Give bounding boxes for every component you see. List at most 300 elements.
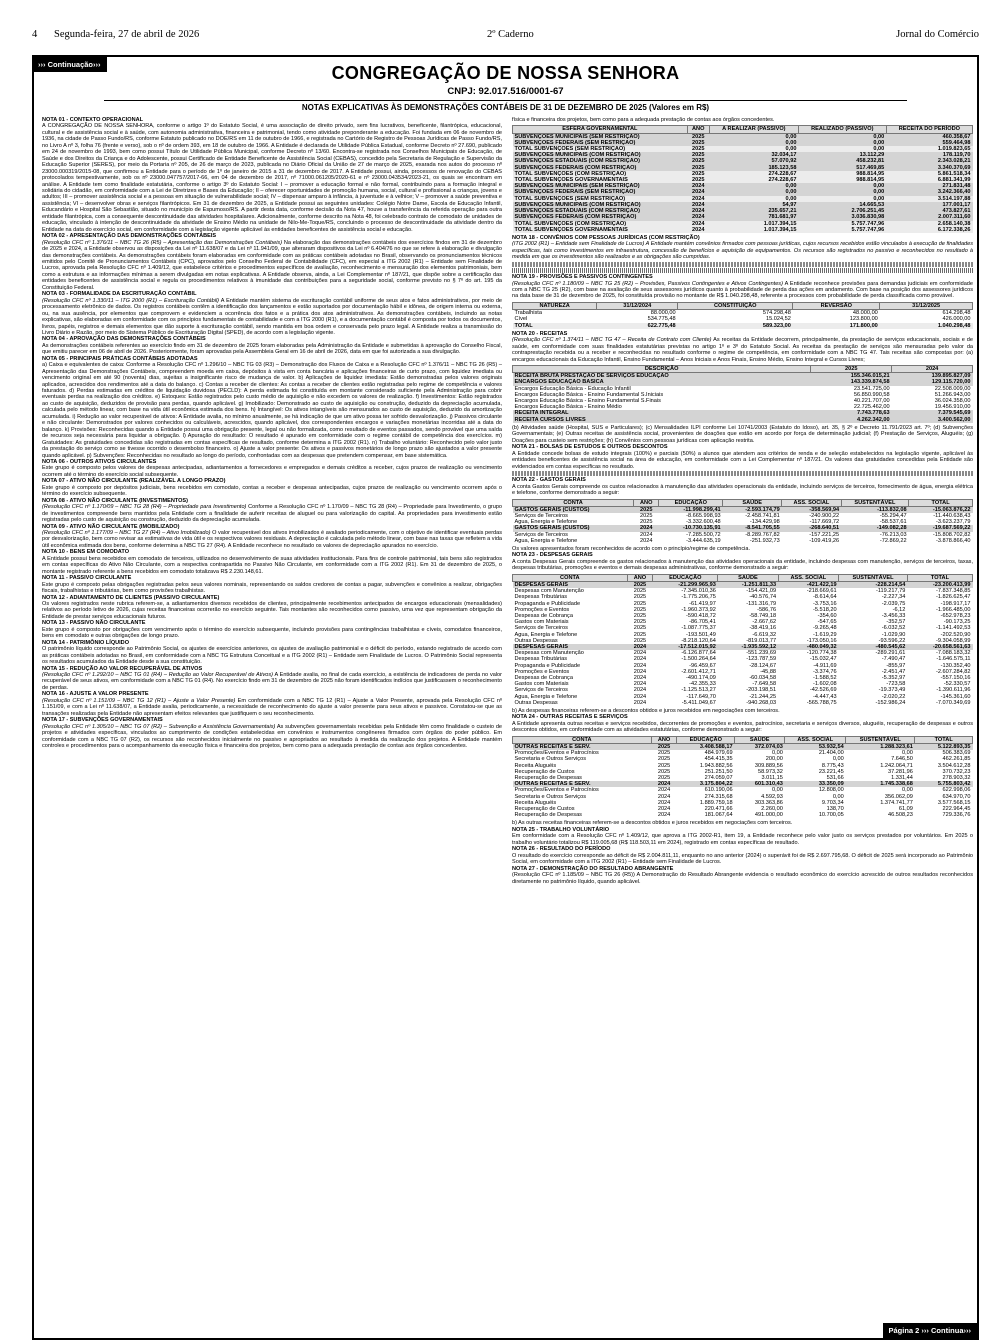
table-cell: SUBVENÇÕES ESTADUAIS (COM RESTRIÇÃO) xyxy=(513,158,688,164)
table-cell: -42.355,33 xyxy=(689,681,716,688)
table-cell: 2025 xyxy=(687,177,709,183)
table-cell: 56.850.990,58 xyxy=(853,391,890,398)
table-cell: 2024 xyxy=(633,656,647,663)
table-cell: OUTRAS RECEITAS E SERV. xyxy=(513,781,652,787)
newspaper-name: Jornal do Comércio xyxy=(896,29,979,40)
table-cell: 2025 xyxy=(633,631,647,638)
table-cell: GASTOS GERAIS (CUSTOS) xyxy=(513,525,634,531)
table-cell: 32.034,17 xyxy=(709,152,798,158)
table-cell: 5.122.893,35 xyxy=(915,744,973,751)
table-cell: 2024 xyxy=(687,227,709,233)
table-cell: 54,97 xyxy=(709,202,798,208)
table-cell: 2025 xyxy=(633,612,647,619)
table-cell: -1.125.513,27 xyxy=(681,687,716,694)
table-cell: -2.039,75 xyxy=(881,600,906,607)
table-cell: Recuperação de Despesas xyxy=(514,812,582,819)
table-cell: Outras Despesas xyxy=(514,699,558,706)
table-cell: 729.336,76 xyxy=(942,812,971,819)
table-cell: 2025 xyxy=(633,594,647,601)
table-cell: -289.291,61 xyxy=(875,650,906,657)
table-cell: 274.228,67 xyxy=(709,171,798,177)
column-header: TOTAL xyxy=(909,499,973,506)
table-cell: TOTAL SUBVENÇÕES (SEM RESTRIÇÃO) xyxy=(513,146,688,152)
table-row xyxy=(513,227,973,233)
table-cell: 2.007.311,60 xyxy=(886,214,972,220)
note-23-footnote: b) As despesas financeiras referem-se a descontos obtidos e juros recebidos em negociações com terceiros. xyxy=(512,708,780,715)
table-cell: RECEITA CURSOS LIVRES xyxy=(513,417,811,423)
note-20-list: (b) Atividades saúde (Hospital, SUS e Particulares); (c) Mensalidades ILPI conforme Lei 10741/2003 (Estatuto do Idoso), art. 35, § 2º e Decreto 11.791/2023 art. 7º; (d) Subvenções Governamentais; (e) Outras receitas de assistência social, provenientes de doações que estão em acordo por força de determinação judicial; (f) Prestação de Serviços, Aluguéis; (g) Doações para custeio sem restrições; (h) Convênios com pessoas jurídicas com aplicação restrita. xyxy=(512,424,973,444)
table-cell: TOTAL xyxy=(513,323,597,329)
table-cell: Despesas com Manutenção xyxy=(514,588,584,595)
table-cell: 274.315,68 xyxy=(704,793,733,800)
table-cell: 372.074,03 xyxy=(735,744,785,751)
table-cell: 1.040.298,48 xyxy=(880,323,973,329)
table-cell: Encargos Educação Básica - Ensino Médio xyxy=(514,404,622,411)
table-cell: -1.619,29 xyxy=(812,631,837,638)
table-cell: 251.251,50 xyxy=(704,768,733,775)
table-cell: -354,60 xyxy=(817,612,837,619)
table-cell: 33.350,09 xyxy=(785,781,846,787)
table-cell: -15.032,47 xyxy=(809,656,837,663)
table-cell: -1.775.206,75 xyxy=(681,594,716,601)
table-cell: Serviços de Terceiros xyxy=(514,512,568,519)
column-header: SUSTENTÁVEL xyxy=(846,736,915,743)
table-cell: -8.289.767,82 xyxy=(745,531,780,538)
table-cell: 473.827,61 xyxy=(886,208,972,214)
note-20: NOTA 20 - RECEITAS (Resolução CFC nº 1.374/11 – NBC TG 47 – Receita de Contrato com Cliente) As receitas da Entidade decorrem, principalmente, da prestação de serviços educacionais, sociais e de saúde, em conformidade com suas finalidades estatutárias previstas no artigo 1º e 3º do Estatuto Social. As receitas da prestação de serviços são mensuradas pelo valor da contraprestação recebida ou a receber e reconhecidas no resultado conforme o regime de competência, em conformidade com a NBC TG 47. Tais receitas são compostas por: (a) encargos educacionais da Educação Infantil, Ensino Fundamental – Anos Iniciais e Anos Finais, Ensino Médio, Ensino Integral e Cursos Livres; xyxy=(512,330,973,363)
table-cell: -1.500.264,64 xyxy=(681,656,716,663)
table-cell: -240.900,22 xyxy=(809,512,840,519)
table-cell: -93.596,22 xyxy=(878,637,906,644)
table-cell: -90.173,25 xyxy=(943,619,971,626)
table-cell: 51.266.943,00 xyxy=(934,391,971,398)
table-cell: Serviços de Terceiros xyxy=(514,625,568,632)
table-cell: Trabalhista xyxy=(514,310,542,317)
table-header-row xyxy=(513,365,973,372)
table-cell: 139.895.827,09 xyxy=(892,373,973,380)
column-header: SAÚDE xyxy=(718,574,778,581)
table-cell: 2025 xyxy=(687,152,709,158)
table-cell: Recuperação de Despesas xyxy=(514,775,582,782)
table-cell: -9.265,48 xyxy=(812,625,837,632)
table-cell: 1.017.394,15 xyxy=(709,221,798,227)
table-cell: Propaganda e Publicidade xyxy=(514,662,581,669)
table-cell: -7.837.348,85 xyxy=(935,588,971,595)
table-cell: Encargos Educação Básica - Ensino Fundamental S.Finais xyxy=(514,398,661,404)
column-header: EDUCAÇÃO xyxy=(659,499,723,506)
table-cell: 40.221.707,00 xyxy=(853,398,890,404)
table-cell: -5.411.049,67 xyxy=(681,699,716,706)
table-cell: 178.119,70 xyxy=(886,152,972,158)
table-cell: 484.979,69 xyxy=(704,750,733,757)
table-cell: -40.576,74 xyxy=(749,594,777,601)
table-cell: 15.024,52 xyxy=(765,316,791,323)
table-cell: 3.400.562,00 xyxy=(892,417,973,423)
table-cell: -652.978,23 xyxy=(940,612,971,619)
table-row xyxy=(513,812,973,818)
table-cell: 2025 xyxy=(687,165,709,171)
table-cell: -20.658.561,63 xyxy=(907,644,972,650)
column-header: ASS. SOCIAL xyxy=(785,736,846,743)
table-cell: -352,57 xyxy=(886,619,906,626)
table-cell: -8.665.998,93 xyxy=(686,512,721,519)
table-cell: -7.070.349,69 xyxy=(935,699,971,706)
table-cell: -2.227,34 xyxy=(881,594,906,601)
left-column xyxy=(42,117,502,1324)
note-10: NOTA 10 - BENS EM COMODATO A Entidade possui bens recebidos em comodato de terceiros, utilizados no desenvolvimento de suas atividades institucionais. Para fins de controle patrimonial, tais bens são registrados em contas específicas do Ativo Não Circulante, com a respectiva contrapartida no Passivo Não Circulante, em conformidade com a ITG 2002 (R1). Em 31 de dezembro de 2025, o montante registrado referente a bens recebidos em comodato totalizava R$ 2.230.148,61. xyxy=(42,549,502,575)
table-cell: 9.703,34 xyxy=(821,799,844,806)
table-cell: 1.943.882,56 xyxy=(699,762,733,769)
table-cell: -15.063.876,22 xyxy=(909,506,973,513)
table-cell: 2025 xyxy=(657,762,671,769)
table-cell: 7.646,50 xyxy=(891,756,913,763)
table-cell: Recuperação de Custos xyxy=(514,806,575,813)
table-cell: 2024 xyxy=(633,699,647,706)
table-cell: 0,00 xyxy=(771,750,783,757)
table-cell: -120.774,38 xyxy=(806,650,837,657)
table-row xyxy=(513,417,973,423)
table-cell: 0,00 xyxy=(709,146,798,152)
table-header-row xyxy=(513,302,973,309)
table-cell: 309.889,56 xyxy=(754,762,783,769)
table-cell: 222.964,45 xyxy=(942,806,971,813)
table-cell: 2025 xyxy=(687,140,709,146)
title-rule xyxy=(104,100,907,101)
table-cell: 2.658.140,38 xyxy=(886,221,972,227)
table-cell: SUBVENÇÕES MUNICIPAIS (COM RESTRIÇÃO) xyxy=(513,152,688,158)
table-cell: 2024 xyxy=(633,675,647,682)
column-header: CONTA xyxy=(513,574,628,581)
table-cell: 181.067,64 xyxy=(704,812,733,819)
table-cell: -1.935.592,12 xyxy=(718,644,778,650)
table-cell: 0,00 xyxy=(709,133,798,140)
subvencoes-table xyxy=(512,125,973,232)
notes-title: NOTAS EXPLICATIVAS ÀS DEMONSTRAÇÕES CONTÁBEIS DE 31 DE DEZEMBRO DE 2025 (Valores em R$) xyxy=(301,103,710,112)
column-header: ANO xyxy=(634,499,659,506)
table-cell: -565.788,75 xyxy=(806,699,837,706)
table-cell: 5.757.747,96 xyxy=(798,221,886,227)
table-cell: -202.520,90 xyxy=(940,631,971,638)
table-cell: -8.541.705,55 xyxy=(723,525,782,531)
table-cell: Gastos com Materiais xyxy=(514,681,569,688)
table-cell: 3.011,15 xyxy=(761,775,783,782)
table-cell: Outras Despesas xyxy=(514,637,558,644)
table-cell: 2024 xyxy=(633,693,647,700)
table-cell: -17.512.015,92 xyxy=(653,644,718,650)
table-cell: 601.310,43 xyxy=(735,781,785,787)
table-cell: Água, Energia e Telefone xyxy=(514,631,578,638)
gastos-gerais-table xyxy=(512,499,973,544)
table-cell: 22.725.462,00 xyxy=(853,404,890,411)
table-cell: Gastos com Materiais xyxy=(514,619,569,626)
table-cell: 1.288.323,61 xyxy=(846,744,915,751)
table-cell: Cível xyxy=(514,316,528,323)
table-cell: SUBVENÇÕES MUNICIPAIS (COM RESTRIÇÃO) xyxy=(513,202,688,208)
table-cell: -8.614,64 xyxy=(812,594,837,601)
table-cell: 12.808,00 xyxy=(818,787,844,794)
table-cell: 88.000,00 xyxy=(650,310,676,317)
table-cell: -152.986,24 xyxy=(875,699,906,706)
table-cell: 37.281,96 xyxy=(887,768,913,775)
note-26: NOTA 26 - RESULTADO DO PERÍODO O resultado do exercício corresponde ao déficit de R$ 2.004.811,11, enquanto no ano anterior (2024) o superávit foi de R$ 2.697.795,68. O déficit de 2025 será incorporado ao Patrimônio Social, em conformidade com a ITG 2002 (R1) – Entidade sem Finalidade de Lucros. xyxy=(512,846,973,866)
column-header: CONTA xyxy=(513,736,652,743)
table-cell: TOTAL SUBVENÇÕES GOVERNAMENTAIS xyxy=(513,227,688,233)
table-cell: 7.743.778,63 xyxy=(811,410,892,416)
note-22: NOTA 22 - GASTOS GERAIS A conta Gastos Gerais compreende os custos relacionados à manutenção das atividades operacionais da entidade, incluindo serviços de terceiros, fornecimento de água, energia elétrica e telefone, conforme demonstrado a seguir: xyxy=(512,477,973,497)
table-cell: Receita Aluguéis xyxy=(514,762,557,769)
table-cell: 6.172.338,26 xyxy=(886,227,972,233)
table-cell: 8.775,43 xyxy=(821,762,844,769)
table-cell: -7.345.010,36 xyxy=(681,588,716,595)
table-cell: -134.429,98 xyxy=(749,519,780,526)
table-cell: -7.490,47 xyxy=(881,656,906,663)
table-cell: 2024 xyxy=(657,812,671,819)
table-cell: 235.657,21 xyxy=(709,208,798,214)
table-cell: 129.115.720,00 xyxy=(892,379,973,385)
table-cell: Serviços de Terceiros xyxy=(514,687,568,694)
table-cell: 274.228,67 xyxy=(709,177,798,183)
table-cell: 2025 xyxy=(640,512,653,519)
note-24-footnote: b) As outras receitas financeiras referem-se a descontos obtidos e juros recebidos em negociações com terceiros. xyxy=(512,820,793,827)
table-cell: -3.623.237,79 xyxy=(935,519,971,526)
table-cell: 2024 xyxy=(687,189,709,195)
table-cell: 21.404,00 xyxy=(818,750,844,757)
table-cell: -123.787,59 xyxy=(746,656,777,663)
table-cell: -7.285.500,72 xyxy=(686,531,721,538)
note-07: NOTA 07 - ATIVO NÃO CIRCULANTE (REALIZÁVEL A LONGO PRAZO) Este grupo é composto por depósitos judiciais, bens recebidos em comodato, contas a receber e despesas antecipadas, cujos prazos de realização ou vencimento ocorrem após o término do exercício subsequente. xyxy=(42,478,502,498)
table-cell: -11.440.638,43 xyxy=(933,512,971,519)
table-cell: -76.213,03 xyxy=(879,531,907,538)
column-header: 2024 xyxy=(892,365,973,372)
table-cell: -1.141.492,53 xyxy=(935,625,971,632)
note-24: NOTA 24 - OUTRAS RECEITAS E SERVIÇOS A Entidade apresenta outras receitas e serviços recebidos, decorrentes de promoções e eventos, patrocínios, secretaria e serviços diversos, aluguéis, recuperação de despesas e outros descontos obtidos, em conformidade com as atividades estatutárias, conforme demonstrado a seguir: xyxy=(512,714,973,734)
note-25: NOTA 25 - TRABALHO VOLUNTÁRIO Em conformidade com a Resolução CFC nº 1.409/12, que aprova a ITG 2002-R1, item 19, a Entidade reconhece pelo valor justo os serviços prestados por voluntários. Em 2025 o trabalho voluntário totalizou R$ 119.005,68 (R$ 118.503,11 em 2024), registrado em contas específicas de resultado. xyxy=(512,826,973,846)
table-cell: SUBVENÇÕES ESTADUAIS (COM RESTRIÇÃO) xyxy=(513,208,688,214)
table-cell: 2024 xyxy=(657,793,671,800)
table-cell: 2024 xyxy=(687,221,709,227)
table-cell: 303.363,86 xyxy=(754,799,783,806)
table-cell: -19.687.569,22 xyxy=(909,525,973,531)
table-cell: 2024 xyxy=(687,183,709,189)
note-08: NOTA 08 - ATIVO NÃO CIRCULANTE (INVESTIMENTOS) (Resolução CFC nº 1.170/09 – NBC TG 28 (R4) – Propriedade para Investimento) Conforme a Resolução CFC nº 1.170/09 – NBC TG 28 (R4) – Propriedade para Investimento, o grupo de investimentos compreende bens mantidos pela Entidade com a finalidade de auferir receitas de aluguel ou para valorização do capital. As propriedades para investimento estão registradas pelo custo de aquisição ou construção, deduzido da depreciação acumulada. xyxy=(42,497,502,524)
note-06: NOTA 06 - OUTROS ATIVOS CIRCULANTES Este grupo é composto pelos valores de despesas antecipadas, adiantamentos a fornecedores e empregados e demais créditos a receber, cujos prazos de realização ou vencimento ocorrem até o término do exercício social subsequente. xyxy=(42,459,502,478)
table-cell: 2024 xyxy=(651,781,677,787)
table-cell: SUBVENÇÕES FEDERAIS (SEM RESTRIÇÃO) xyxy=(513,189,688,195)
table-cell: 634.970,70 xyxy=(942,793,971,800)
table-cell: 0,00 xyxy=(901,750,913,757)
table-row xyxy=(513,133,973,140)
table-cell: Despesas Tributárias xyxy=(514,594,568,601)
note-23: NOTA 23 - DESPESAS GERAIS A conta Despesas Gerais compreende os gastos relacionados à manutenção das atividades operacionais da entidade, incluindo despesas com manutenção, serviços de terceiros, taxas, despesas tributárias, promoções e eventos e demais despesas administrativas, conforme demonstrado a seguir: xyxy=(512,552,973,572)
table-cell: 2024 xyxy=(633,662,647,669)
table-cell: -1.390.611,96 xyxy=(936,687,971,694)
column-header: TOTAL xyxy=(915,736,973,743)
table-cell: RECEITA INTEGRAL xyxy=(513,410,811,416)
column-header: 31/12/2024 xyxy=(597,302,678,309)
table-header-row xyxy=(513,574,973,581)
table-cell: 0,00 xyxy=(771,787,783,794)
table-cell: -7.649,58 xyxy=(752,681,777,688)
table-cell: -4.911,69 xyxy=(813,662,837,669)
table-cell: -117.669,72 xyxy=(809,519,840,526)
table-cell: -586,76 xyxy=(757,606,777,613)
column-header: EDUCAÇÃO xyxy=(677,736,735,743)
column-header: RECEITA DO PERÍODO xyxy=(886,126,972,133)
table-cell: 2.343.028,21 xyxy=(886,158,972,164)
cnpj: CNPJ: 92.017.516/0001-67 xyxy=(447,86,564,97)
table-cell: 426.000,00 xyxy=(942,316,971,323)
table-cell: 589.323,00 xyxy=(678,323,793,329)
table-cell: 2025 xyxy=(633,600,647,607)
table-cell: 2024 xyxy=(640,537,653,544)
table-cell: -21.299.965,93 xyxy=(653,581,718,588)
table-cell: -149.082,28 xyxy=(841,525,909,531)
column-header: ESFERA GOVERNAMENTAL xyxy=(513,126,688,133)
table-row xyxy=(513,373,973,380)
column-header: SUSTENTÁVEL xyxy=(839,574,908,581)
table-cell: -2.451,47 xyxy=(881,668,906,675)
table-cell: 559.464,98 xyxy=(886,140,972,146)
table-cell: 2024 xyxy=(687,196,709,202)
page-continuation-tag: Página 2 ››› Continua››› xyxy=(883,1323,978,1338)
table-cell: 46.508,23 xyxy=(887,812,913,819)
table-cell: 2024 xyxy=(633,681,647,688)
table-cell: -1.960.373,92 xyxy=(681,606,716,613)
table-cell: -86.705,41 xyxy=(689,619,716,626)
table-cell: -590.418,72 xyxy=(686,612,716,619)
table-cell: -6.619,32 xyxy=(752,631,777,638)
table-cell: 2024 xyxy=(657,787,671,794)
table-cell: -198.917,17 xyxy=(940,600,971,607)
table-cell: -3.332.600,48 xyxy=(686,519,721,526)
table-cell: -173.050,16 xyxy=(806,637,837,644)
table-cell: 356.062,09 xyxy=(884,793,913,800)
despesas-gerais-table xyxy=(512,574,973,706)
table-cell: -4.447,43 xyxy=(812,693,837,700)
table-cell: TOTAL SUBVENÇÕES (COM RESTRIÇÃO) xyxy=(513,221,688,227)
table-cell: 0,00 xyxy=(832,793,844,800)
table-cell: 2025 xyxy=(687,158,709,164)
table-cell: -2.667,62 xyxy=(752,619,777,626)
table-cell: 123.800,00 xyxy=(849,316,878,323)
table-cell: 2024 xyxy=(640,531,653,538)
text-band xyxy=(512,268,973,273)
table-cell: -480.049,32 xyxy=(778,644,839,650)
table-cell: 138,70 xyxy=(826,806,844,813)
column-header: CONSTITUIÇÃO xyxy=(678,302,793,309)
table-cell: -218.669,61 xyxy=(806,588,837,595)
note-16: NOTA 16 - AJUSTE A VALOR PRESENTE (Resolução CFC nº 1.151/09 – NBC TG 12 (R1) – Ajuste a Valor Presente) Em conformidade com a NBC TG 12 (R1) – Ajuste a Valor Presente, aprovada pela Resolução CFC nº 1.151/09, e com a Lei nº 11.638/07, a Entidade avalia, periodicamente, a necessidade de reconhecimento do ajuste a valor presente para seus ativos e passivos. Constatou-se que as transações realizadas pela Entidade não apresentam efeitos relevantes que justifiquem o seu reconhecimento. xyxy=(42,691,502,717)
column-header: ASS. SOCIAL xyxy=(778,574,839,581)
table-cell: TOTAL SUBVENÇÕES (COM RESTRIÇÃO) xyxy=(513,171,688,177)
table-cell: -6.126.877,64 xyxy=(681,650,716,657)
table-cell: 988.814,95 xyxy=(798,171,886,177)
table-cell: 171.800,00 xyxy=(793,323,880,329)
table-cell: 622.775,48 xyxy=(597,323,678,329)
table-cell: -1.602,08 xyxy=(812,681,837,688)
table-cell: -5.518,20 xyxy=(812,606,837,613)
table-cell: 0,00 xyxy=(798,183,886,189)
table-cell: -551.239,69 xyxy=(746,650,777,657)
table-cell: Despesas Tributárias xyxy=(514,656,568,663)
table-cell: -193.501,49 xyxy=(686,631,716,638)
table-cell: SUBVENÇÕES FEDERAIS (SEM RESTRIÇÃO) xyxy=(513,140,688,146)
table-cell: 3.175.804,22 xyxy=(677,781,735,787)
table-cell: 2025 xyxy=(633,588,647,595)
table-cell: 2025 xyxy=(633,625,647,632)
receitas-table xyxy=(512,365,973,423)
table-cell: 614.298,48 xyxy=(942,310,971,317)
note-13: NOTA 13 - PASSIVO NÃO CIRCULANTE Este grupo é composto por obrigações com vencimento após o término do exercício subsequente, incluindo provisões para contingências trabalhistas e cíveis, comodatos financeiros, bens em comodato e outras obrigações de longo prazo. xyxy=(42,620,502,640)
table-cell: -490.174,09 xyxy=(686,675,716,682)
table-cell: -9.304.058,99 xyxy=(935,637,971,644)
table-cell: -1.029,90 xyxy=(881,631,906,638)
table-cell: 3.504.612,28 xyxy=(937,762,971,769)
table-cell: 534.775,48 xyxy=(647,316,676,323)
table-cell: -421.422,19 xyxy=(778,581,839,588)
table-cell: -58.537,61 xyxy=(879,519,907,526)
table-cell: -157.221,25 xyxy=(809,531,840,538)
note-27: NOTA 27 - DEMONSTRAÇÃO DO RESULTADO ABRANGENTE (Resolução CFC nº 1.185/09 – NBC TG 26 (R5)) A Demonstração do Resultado Abrangente evidencia o resultado econômico do exercício acrescido de outros resultados reconhecidos diretamente no patrimônio líquido, quando aplicável. xyxy=(512,865,973,885)
table-cell: 23.221,45 xyxy=(818,768,844,775)
table-cell: 2025 xyxy=(687,146,709,152)
note-05: NOTA 05 - PRINCIPAIS PRÁTICAS CONTÁBEIS ADOTADAS a) Caixa e equivalentes de caixa: Conforme a Resolução CFC nº 1.296/10 – NBC TG 03 (R3) – Demonstração dos Fluxos de Caixa e a Resolução CFC nº 1.376/11 – NBC TG 26 (R5) – Apresentação das Demonstrações Contábeis, compreendem moeda em caixa, depósitos à vista em conta bancária e aplicações financeiras de curto prazo, com liquidez imediata ou vencimento original em até 90 (noventa) dias, sujeitas a insignificante risco de mudança de valor. b) Aplicações de liquidez imediata: Estão demonstradas pelos valores originais aplicados, acrescidos dos rendimentos até a data do balanço. c) Contas a receber de clientes: As contas a receber de clientes estão registradas pelo regime de competência e valores faturados. d) Perdas estimadas em créditos de liquidação duvidosa (PECLD): A perda estimada foi constituída em montante considerado suficiente pela Administração para cobrir eventuais perdas na realização dos créditos. e) Estoques: Estão registrados pelo custo médio de aquisição e não excedem os valores de realização. f) Investimentos: Estão registrados ao custo de aquisição, deduzidos de provisão para perdas, quando aplicável. g) Imobilizado: Demonstrado ao custo de aquisição ou construção, deduzido da depreciação acumulada, calculada pelo método linear, com base na vida útil econômica estimada dos bens. h) Intangível: Os ativos intangíveis são mensurados ao custo de aquisição, deduzido da amortização acumulada. i) Redução ao valor recuperável de ativos: A Entidade avalia, no mínimo anualmente, se há indicação de que um ativo possa ter sofrido desvalorização. j) Passivos circulante e não circulante: Demonstrados por valores conhecidos ou calculáveis, acrescidos, quando aplicável, dos correspondentes encargos e variações monetárias incorridas até a data do balanço. k) Provisões: Reconhecidas quando a Entidade possui uma obrigação presente, legal ou não formalizada, como resultado de eventos passados, sendo provável que uma saída de recursos seja necessária para liquidar a obrigação. l) Apuração do resultado: O resultado é apurado em conformidade com o regime contábil de competência dos exercícios. m) Gratuidades: As gratuidades concedidas são registradas em contas específicas de resultado, conforme determina a ITG 2002 (R1). n) Trabalho voluntário: Reconhecido pelo valor justo da prestação do serviço como se tivesse ocorrido o desembolso financeiro. o) Ajuste a valor presente: Os ativos e passivos monetários de longo prazo são ajustados a valor presente quando aplicável. p) Subvenções: Reconhecidas no resultado ao longo do período, confrontadas com as despesas que pretendem compensar, em base sistemática. xyxy=(42,355,502,459)
table-cell: 0,00 xyxy=(798,146,886,152)
column-header: 2025 xyxy=(811,365,892,372)
entity-name: CONGREGAÇÃO DE NOSSA SENHORA xyxy=(331,63,680,83)
table-cell: Propaganda e Publicidade xyxy=(514,600,581,607)
text-band xyxy=(512,262,973,267)
table-cell: -117.649,70 xyxy=(686,693,716,700)
table-cell: 2025 xyxy=(687,171,709,177)
table-cell: 2024 xyxy=(687,208,709,214)
table-cell: 0,00 xyxy=(798,133,886,140)
table-cell: -145.361,60 xyxy=(940,693,971,700)
table-cell: -61.419,97 xyxy=(689,600,716,607)
table-cell: 2025 xyxy=(657,756,671,763)
edition-date: Segunda-feira, 27 de abril de 2026 xyxy=(54,29,200,40)
table-cell: RECEITA BRUTA PRESTAÇÃO DE SERVIÇOS EDUCAÇÃO xyxy=(513,373,811,380)
table-cell: -547,65 xyxy=(817,619,837,626)
column-header: ANO xyxy=(651,736,677,743)
table-cell: 22.508.009,00 xyxy=(934,385,971,392)
table-cell: -19.373,49 xyxy=(878,687,906,694)
legal-notice xyxy=(32,55,979,1340)
column-header: CONTA xyxy=(513,499,634,506)
table-cell: -1.646.575,11 xyxy=(936,656,971,663)
table-cell: -2.607.284,82 xyxy=(935,668,971,675)
table-cell: -10.730.135,91 xyxy=(659,525,723,531)
table-cell: 2025 xyxy=(657,768,671,775)
note-18: NOTA 18 - CONVÊNIOS COM PESSOAS JURÍDICAS (COM RESTRIÇÃO) (ITG 2002 (R1) – Entidade sem Finalidade de Lucros) A Entidade mantém convênios firmados com pessoas jurídicas, cujos recursos recebidos estão vinculados à execução de finalidades específicas, tais como investimentos em infraestrutura, concessão de benefícios e aquisição de equipamentos. Os recursos são registrados no passivo e reconhecidos no resultado à medida em que os investimentos são realizados e as obrigações são cumpridas. xyxy=(512,234,973,261)
table-cell: 1.331,44 xyxy=(891,775,913,782)
table-cell: 19.456.910,00 xyxy=(934,404,971,411)
table-cell: -3.374,76 xyxy=(812,668,837,675)
table-cell: 2024 xyxy=(657,799,671,806)
table-cell: Encargos Educação Básica - Educação Infantil xyxy=(514,385,631,392)
table-cell: -113.832,08 xyxy=(841,506,909,513)
table-cell: 2024 xyxy=(687,214,709,220)
table-cell: 0,00 xyxy=(798,196,886,202)
note-14: NOTA 14 - PATRIMÔNIO LÍQUIDO O patrimônio líquido corresponde ao Patrimônio Social, os ajustes de exercícios anteriores, os ajustes de avaliação patrimonial e o déficit do período, estando registrado de acordo com as práticas contábeis adotadas no Brasil, em conformidade com a NBC TG Estrutura Conceitual e a ITG 2002 (R1) – Entidade sem Finalidade de Lucros. O Patrimônio Social representa os resultados acumulados da Entidade desde a sua constituição. xyxy=(42,639,502,666)
table-row xyxy=(513,310,973,317)
table-cell: -72.869,22 xyxy=(879,537,907,544)
table-cell: 1.374.741,77 xyxy=(880,799,913,806)
table-cell: 2024 xyxy=(657,806,671,813)
table-cell: 1.889.759,18 xyxy=(699,799,733,806)
table-cell: Secretaria e Outros Serviços xyxy=(514,793,587,800)
table-cell: -28.124,67 xyxy=(749,662,777,669)
